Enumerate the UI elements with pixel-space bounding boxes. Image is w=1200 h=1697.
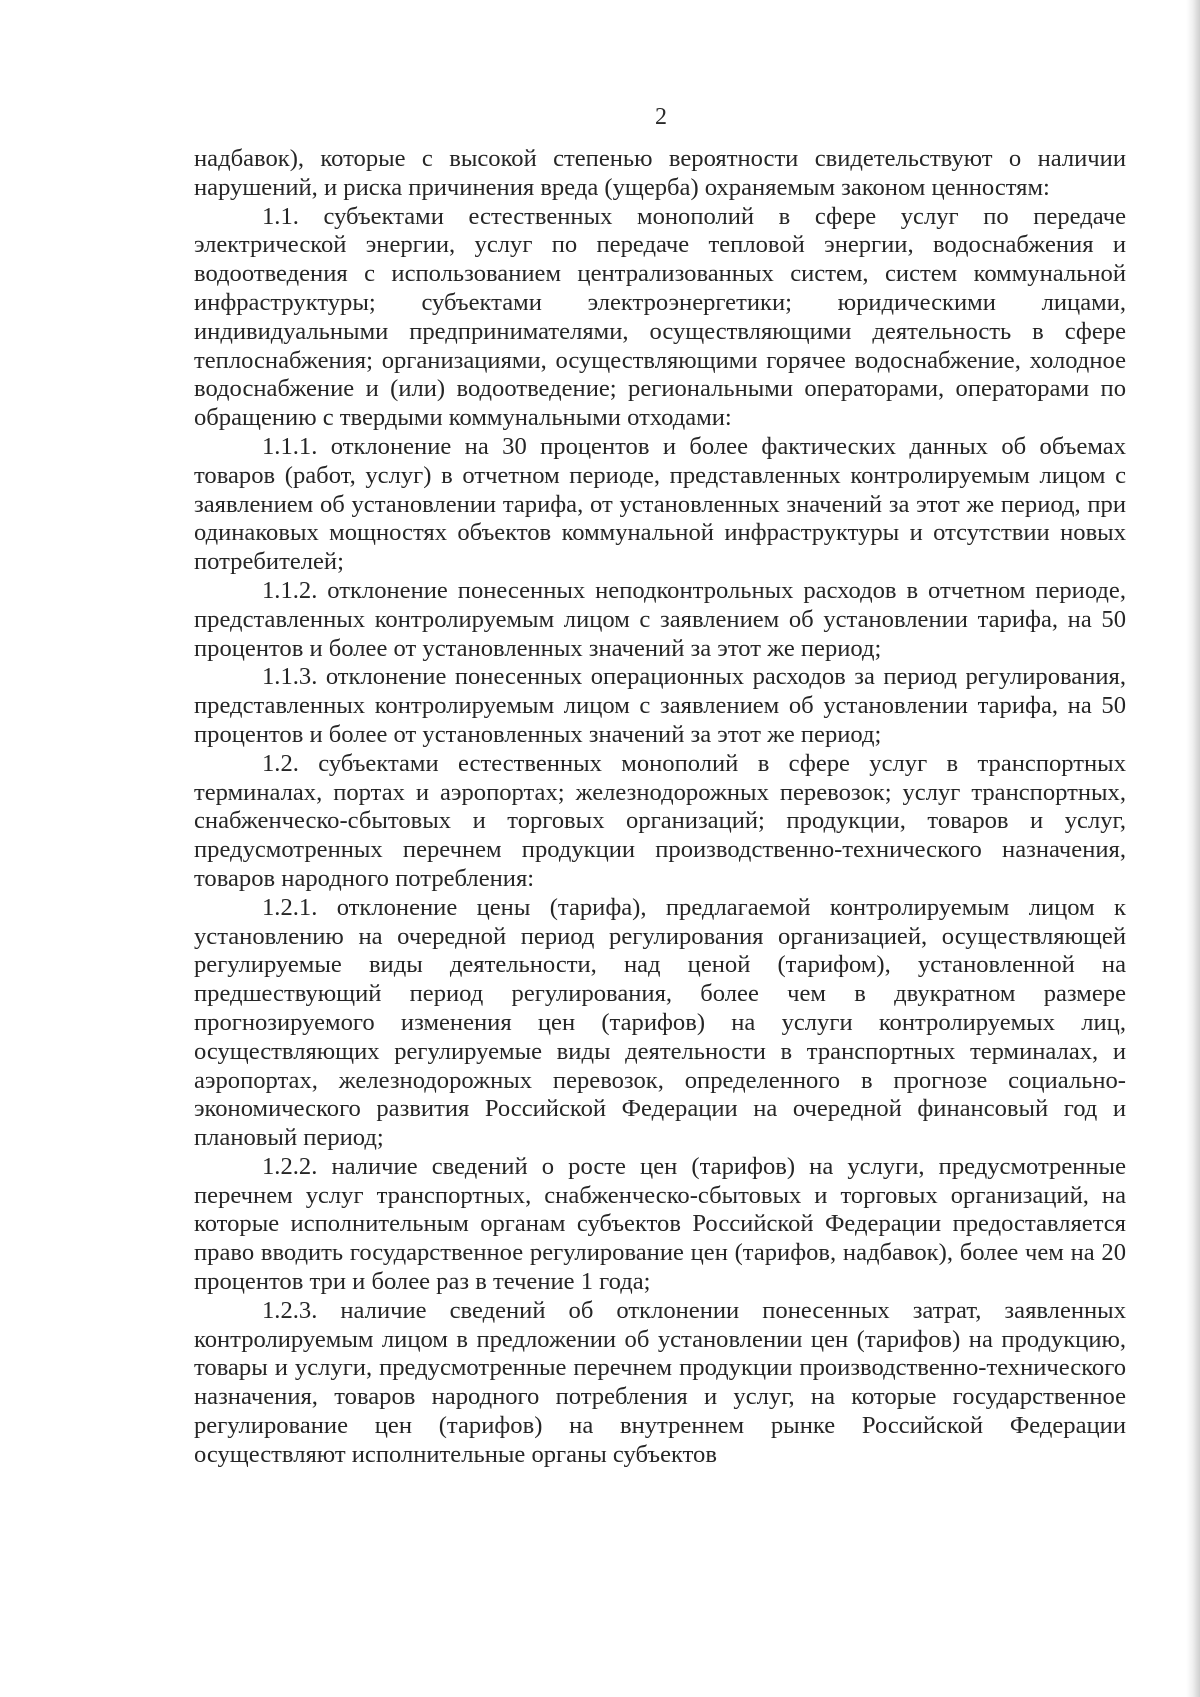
paragraph-1-2-2: 1.2.2. наличие сведений о росте цен (тарифов) на услуги, предусмотренные перечнем услуг транспортных, снабженческо-сбытовых и торговых организаций, на которые исполнительным органам субъектов Российской Федерации предоставляется право вводить государственное регулирование цен (тарифов, надбавок), более чем на 20 процентов три и более раз в течение 1 года;	[194, 1152, 1126, 1296]
paragraph-1-2-3: 1.2.3. наличие сведений об отклонении понесенных затрат, заявленных контролируемым лицом в предложении об установлении цен (тарифов) на продукцию, товары и услуги, предусмотренные перечнем продукции производственно-технического назначения, товаров народного потребления и услуг, на которые государственное регулирование цен (тарифов) на внутреннем рынке Российской Федерации осуществляют исполнительные органы субъектов	[194, 1296, 1126, 1468]
paragraph-1-1: 1.1. субъектами естественных монополий в сфере услуг по передаче электрической энергии, услуг по передаче тепловой энергии, водоснабжения и водоотведения с использованием централизованных систем, систем коммунальной инфраструктуры; субъектами электроэнергетики; юридическими лицами, индивидуальными предпринимателями, осуществляющими деятельность в сфере теплоснабжения; организациями, осуществляющими горячее водоснабжение, холодное водоснабжение и (или) водоотведение; региональными операторами, операторами по обращению с твердыми коммунальными отходами:	[194, 202, 1126, 432]
page-number: 2	[655, 104, 667, 130]
paragraph-1-1-1: 1.1.1. отклонение на 30 процентов и более фактических данных об объемах товаров (работ, услуг) в отчетном периоде, представленных контролируемым лицом с заявлением об установлении тарифа, от установленных значений за этот же период, при одинаковых мощностях объектов коммунальной инфраструктуры и отсутствии новых потребителей;	[194, 432, 1126, 576]
paragraph-1-1-3: 1.1.3. отклонение понесенных операционных расходов за период регулирования, представленных контролируемым лицом с заявлением об установлении тарифа, на 50 процентов и более от установленных значений за этот же период;	[194, 663, 1126, 748]
document-body	[194, 145, 1126, 1470]
page-edge-shadow	[1186, 0, 1200, 1697]
paragraph-intro-continuation: надбавок), которые с высокой степенью вероятности свидетельствуют о наличии нарушений, и риска причинения вреда (ущерба) охраняемым законом ценностям:	[194, 145, 1126, 201]
paragraph-1-2: 1.2. субъектами естественных монополий в сфере услуг в транспортных терминалах, портах и аэропортах; железнодорожных перевозок; услуг транспортных, снабженческо-сбытовых и торговых организаций; продукции, товаров и услуг, предусмотренных перечнем продукции производственно-технического назначения, товаров народного потребления:	[194, 749, 1126, 892]
paragraph-1-2-1: 1.2.1. отклонение цены (тарифа), предлагаемой контролируемым лицом к установлению на очередной период регулирования организацией, осуществляющей регулируемые виды деятельности, над ценой (тарифом), установленной на предшествующий период регулирования, более чем в двукратном размере прогнозируемого изменения цен (тарифов) на услуги контролируемых лиц, осуществляющих регулируемые виды деятельности в транспортных терминалах, и аэропортах, железнодорожных перевозок, определенного в прогнозе социально-экономического развития Российской Федерации на очередной финансовый год и плановый период;	[194, 893, 1126, 1152]
paragraph-1-1-2: 1.1.2. отклонение понесенных неподконтрольных расходов в отчетном периоде, представленных контролируемым лицом с заявлением об установлении тарифа, на 50 процентов и более от установленных значений за этот же период;	[194, 576, 1126, 662]
